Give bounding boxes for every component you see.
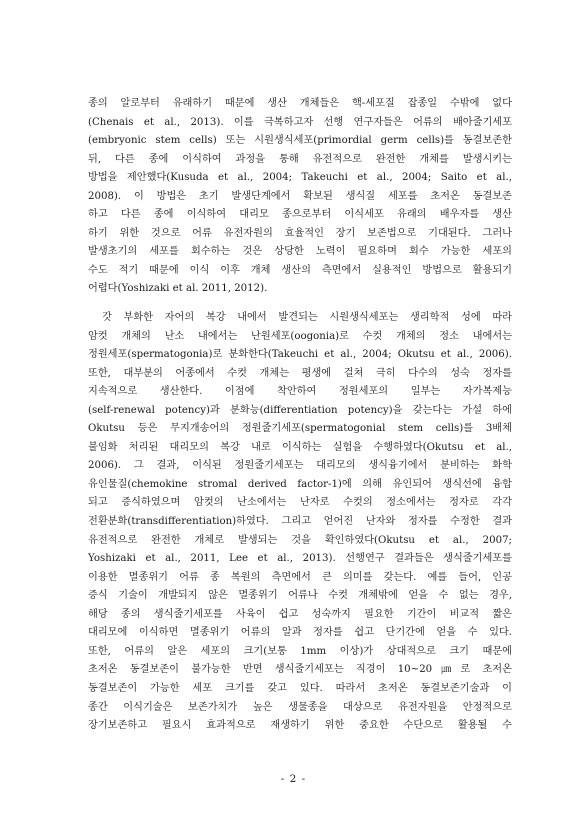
page-number: - 2 - [280, 773, 307, 785]
text-line: 초저온 동결보존이 불가능한 반면 생식줄기세포는 직경이 10~20㎛로 초저온 [88, 664, 512, 676]
body-text [88, 95, 512, 736]
text-line: 종의 알로부터 유래하기 때문에 생산 개체들은 핵-세포질 잡종일 수밖에 없다 [88, 98, 512, 109]
text-line: 방법을 제안했다(Kusuda et al., 2004; Takeuchi et al., 2004; Saito et al., [88, 172, 512, 184]
text-line: 증식 기술이 개발되지 않은 멸종위기 어류나 수컷 개체밖에 얻을 수 없는 경우, [88, 590, 512, 602]
text-line: 정원세포(spermatogonia)로 분화한다(Takeuchi et al., 2004; Okutsu et al., 2006). [88, 349, 512, 361]
text-line: 유인물질(chemokine stromal derived factor-1)에 의해 유인되어 생식선에 융합 [88, 478, 512, 490]
text-line: 2006). 그 결과, 이식된 정원줄기세포는 대리모의 생식융기에서 분비하는 화학 [88, 460, 512, 472]
text-line: 또한, 어류의 알은 세포의 크기(보통 1mm 이상)가 상대적으로 크기 때문에 [88, 645, 512, 657]
text-line: 하기 위한 것으로 어류 유전자원의 효율적인 장기 보존법으로 기대된다. 그러나 [88, 227, 512, 239]
text-line: 또한, 대부분의 어종에서 수컷 개체는 평생에 걸쳐 극히 다수의 성숙 정자를 [88, 367, 512, 379]
text-line: 갓 부화한 자어의 복강 내에서 발견되는 시원생식세포는 생리학적 성에 따라 [102, 312, 512, 324]
text-line: (embryonic stem cells) 또는 시원생식세포(primordial germ cells)를 동결보존한 [88, 135, 512, 147]
paragraph-1 [88, 95, 512, 299]
text-line: (Chenais et al., 2013). 이를 극복하고자 선행 연구자들은 어류의 배아줄기세포 [88, 116, 512, 128]
text-line: 발생초기의 세포를 회수하는 것은 상당한 노력이 필요하며 회수 가능한 세포의 [88, 246, 512, 258]
text-line: 암컷 개체의 난소 내에서는 난원세포(oogonia)로 수컷 개체의 정소 내에서는 [88, 330, 512, 342]
paragraph-gap [88, 299, 512, 309]
text-line: 유전적으로 완전한 개체로 발생되는 것을 확인하였다(Okutsu et al., 2007; [88, 534, 512, 546]
text-line: 하고 다른 종에 이식하여 대리모 종으로부터 이식세포 유래의 배우자를 생산 [88, 209, 512, 221]
text-line: 수도 적기 때문에 이식 이후 개체 생산의 측면에서 실용적인 방법으로 활용되기 [88, 264, 512, 276]
text-line: 해당 종의 생식줄기세포를 사육이 쉽고 성숙까지 필요한 기간이 비교적 짧은 [88, 608, 512, 620]
text-line: 동결보존이 가능한 세포 크기를 갖고 있다. 따라서 초저온 동결보존기술과 이 [88, 682, 512, 694]
text-line: 전환분화(transdifferentiation)하였다. 그리고 얻어진 난자와 정자를 수정한 결과 [88, 516, 512, 528]
text-line: 종간 이식기술은 보존가치가 높은 생물종을 대상으로 유전자원을 안정적으로 [88, 701, 512, 713]
text-line: 뒤, 다른 종에 이식하여 과정을 통해 유전적으로 완전한 개체를 발생시키는 [88, 153, 512, 165]
text-line: 이용한 멸종위기 어류 종 복원의 측면에서 큰 의미를 갖는다. 예를 들어, 인공 [88, 571, 512, 583]
paragraph-2 [88, 309, 512, 736]
text-line: (self-renewal potency)과 분화능(differentiation potency)을 갖는다는 가설 하에 [88, 404, 512, 416]
text-line: 어렵다(Yoshizaki et al. 2011, 2012). [88, 283, 268, 295]
text-line: Yoshizaki et al., 2011, Lee et al., 2013). 선행연구 결과들은 생식줄기세포를 [88, 553, 512, 565]
text-line: Okutsu 등은 무지개송어의 정원줄기세포(spermatogonial stem cells)를 3배체 [88, 423, 512, 435]
text-line: 지속적으로 생산한다. 이점에 착안하여 정원세포의 일부는 자가복제능 [88, 386, 512, 398]
text-line: 장기보존하고 필요시 효과적으로 재생하기 위한 중요한 수단으로 활용될 수 [88, 720, 512, 732]
text-line: 되고 증식하였으며 암컷의 난소에서는 난자로 수컷의 정소에서는 정자로 각각 [88, 497, 512, 509]
text-line: 대리모에 이식하면 멸종위기 어류의 알과 정자를 쉽고 단기간에 얻을 수 있다. [88, 627, 512, 639]
text-line: 2008). 이 방법은 초기 발생단계에서 확보된 생식질 세포를 초저온 동결보존 [88, 190, 512, 202]
text-line: 불임화 처리된 대리모의 복강 내로 이식하는 실험을 수행하였다(Okutsu et al., [88, 441, 512, 453]
